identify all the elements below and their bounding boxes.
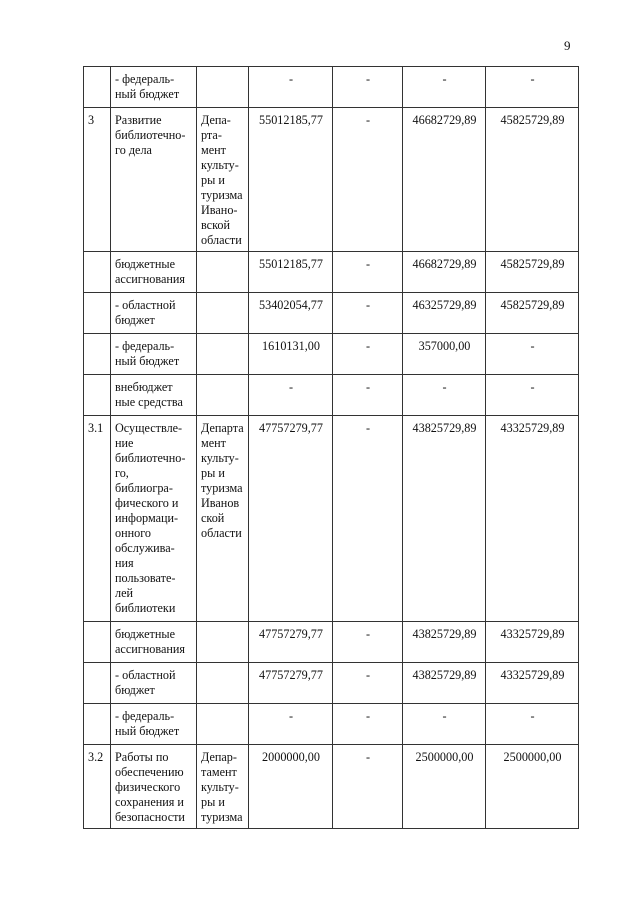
amount-col-3: 46682729,89 [403,108,486,252]
amount-col-1: - [249,704,333,745]
row-number [84,663,111,704]
amount-col-1: - [249,375,333,416]
responsible-org: Депар- тамент культу- ры и туризма [197,745,249,829]
table-row [84,252,579,293]
table-row [84,67,579,108]
amount-col-1: 53402054,77 [249,293,333,334]
item-name: Осуществле- ние библиотечно- го, библиогра- фического и информаци- онного обслужива- ния пользовате- лей библиотеки [111,416,197,622]
amount-col-2: - [333,293,403,334]
amount-col-2: - [333,745,403,829]
row-number: 3.1 [84,416,111,622]
amount-col-4: - [486,704,579,745]
table-row [84,375,579,416]
amount-col-4: - [486,375,579,416]
amount-col-4: 43325729,89 [486,663,579,704]
row-number [84,293,111,334]
amount-col-4: 2500000,00 [486,745,579,829]
item-name: Работы по обеспечению физического сохранения и безопасности [111,745,197,829]
amount-col-4: 45825729,89 [486,252,579,293]
table-row [84,663,579,704]
table-row [84,334,579,375]
amount-col-3: 43825729,89 [403,622,486,663]
amount-col-3: 2500000,00 [403,745,486,829]
amount-col-4: - [486,67,579,108]
amount-col-3: - [403,67,486,108]
amount-col-2: - [333,622,403,663]
table-row [84,108,579,252]
row-number [84,375,111,416]
amount-col-3: 46682729,89 [403,252,486,293]
responsible-org [197,334,249,375]
table-row [84,745,579,829]
responsible-org [197,663,249,704]
amount-col-1: 1610131,00 [249,334,333,375]
item-name: внебюджет ные средства [111,375,197,416]
responsible-org [197,293,249,334]
amount-col-1: 55012185,77 [249,252,333,293]
amount-col-4: 45825729,89 [486,108,579,252]
row-number: 3.2 [84,745,111,829]
table-row [84,416,579,622]
row-number [84,622,111,663]
amount-col-2: - [333,663,403,704]
item-name: - федераль- ный бюджет [111,704,197,745]
amount-col-2: - [333,252,403,293]
amount-col-4: 43325729,89 [486,622,579,663]
row-number [84,252,111,293]
row-number [84,704,111,745]
item-name: - федераль- ный бюджет [111,334,197,375]
amount-col-2: - [333,334,403,375]
row-number [84,334,111,375]
responsible-org [197,252,249,293]
amount-col-3: 43825729,89 [403,416,486,622]
amount-col-3: 46325729,89 [403,293,486,334]
amount-col-1: - [249,67,333,108]
amount-col-2: - [333,416,403,622]
amount-col-2: - [333,67,403,108]
amount-col-1: 47757279,77 [249,416,333,622]
amount-col-1: 2000000,00 [249,745,333,829]
responsible-org [197,375,249,416]
amount-col-2: - [333,375,403,416]
item-name: бюджетные ассигнования [111,622,197,663]
item-name: - областной бюджет [111,293,197,334]
responsible-org [197,622,249,663]
amount-col-1: 47757279,77 [249,663,333,704]
amount-col-3: 43825729,89 [403,663,486,704]
table-row [84,704,579,745]
amount-col-4: 45825729,89 [486,293,579,334]
amount-col-3: 357000,00 [403,334,486,375]
item-name: - федераль- ный бюджет [111,67,197,108]
responsible-org [197,704,249,745]
responsible-org [197,67,249,108]
page-number: 9 [564,38,571,53]
amount-col-3: - [403,375,486,416]
budget-table [83,66,579,829]
table-row [84,293,579,334]
item-name: Развитие библиотечно- го дела [111,108,197,252]
responsible-org: Депа- рта- мент культу- ры и туризма Ивано- вской области [197,108,249,252]
amount-col-2: - [333,108,403,252]
amount-col-2: - [333,704,403,745]
responsible-org: Департа мент культу- ры и туризма Иванов ской области [197,416,249,622]
row-number: 3 [84,108,111,252]
item-name: - областной бюджет [111,663,197,704]
amount-col-4: 43325729,89 [486,416,579,622]
row-number [84,67,111,108]
amount-col-1: 47757279,77 [249,622,333,663]
amount-col-1: 55012185,77 [249,108,333,252]
item-name: бюджетные ассигнования [111,252,197,293]
amount-col-4: - [486,334,579,375]
amount-col-3: - [403,704,486,745]
table-row [84,622,579,663]
